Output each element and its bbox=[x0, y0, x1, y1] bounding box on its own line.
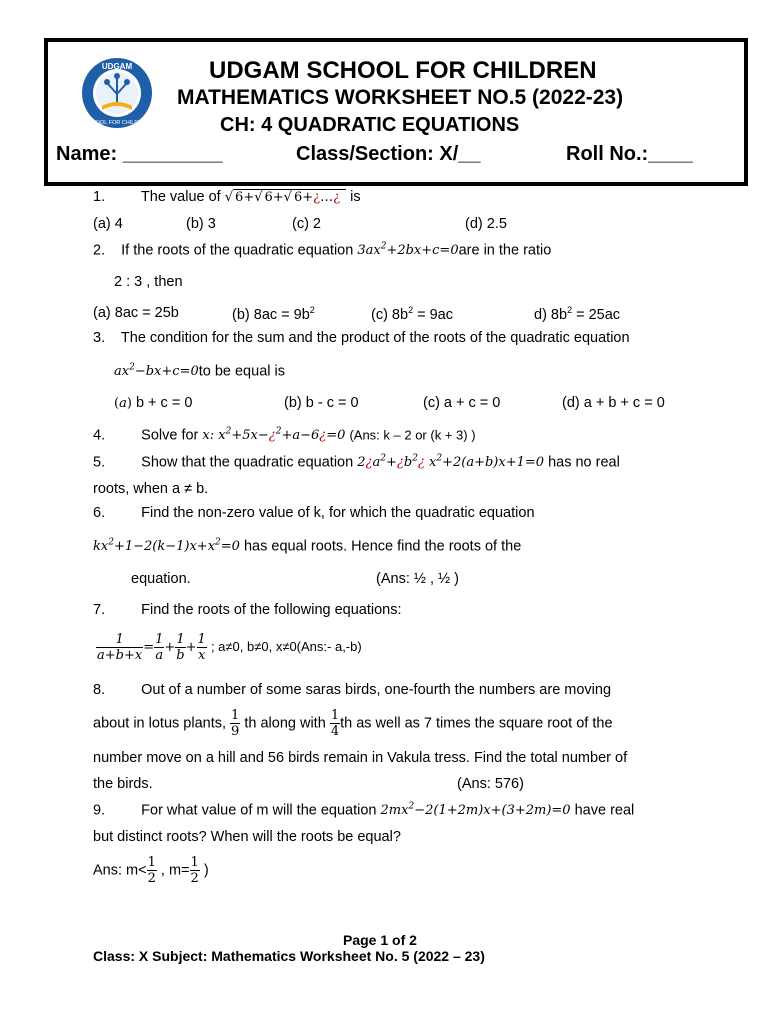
q1-number: 1. bbox=[93, 189, 106, 205]
q9-text: For what value of m will the equation bbox=[141, 802, 377, 819]
chapter-title: CH: 4 QUADRATIC EQUATIONS bbox=[220, 114, 520, 136]
q2-ratio: 2 : 3 , then bbox=[114, 274, 183, 290]
q2-option-d: d) $8b^2 = 25ac$ bbox=[534, 305, 621, 323]
q3-text: The condition for the sum and the product of the roots of the quadratic equation bbox=[120, 330, 630, 346]
q3-equation: $ax^2-bx+c=0$ bbox=[114, 363, 199, 380]
q9-equation: $2mx^2-2(1+2m)x+(3+2m)=0$ bbox=[380, 802, 571, 819]
logo-bottom-text: SCHOOL FOR CHILDREN bbox=[84, 120, 150, 126]
school-name: UDGAM SCHOOL FOR CHILDREN bbox=[209, 57, 597, 84]
q5-equation: $2¿a^2+¿b^2¿$ $x^2+2(a+b)x+1=0$ bbox=[357, 454, 545, 471]
logo-top-text: UDGAM bbox=[101, 62, 133, 71]
q4-answer: (Ans: k – 2 or (k + 3) ) bbox=[349, 427, 476, 443]
name-field: Name: _________ bbox=[56, 143, 223, 165]
q6-number: 6. bbox=[93, 505, 106, 521]
q2-option-c: (c) $8b^2 = 9ac$ bbox=[371, 305, 453, 323]
q8-line1: Out of a number of some saras birds, one-fourth the numbers are moving bbox=[141, 682, 612, 698]
q1-option-d: (d) 2.5 bbox=[465, 216, 507, 232]
q3-number: 3. bbox=[93, 330, 106, 346]
q4-text: Solve for bbox=[141, 427, 199, 444]
q8-line2: about in lotus plants, $\frac{1}{9}$ th along with $\frac{1}{4}$ th as well as 7 times the square root of the bbox=[93, 708, 613, 739]
q5-text-after: has no real bbox=[548, 454, 620, 471]
q2-text: If the roots of the quadratic equation bbox=[121, 242, 354, 259]
q9-line2: but distinct roots? When will the roots be equal? bbox=[93, 829, 401, 845]
q6-answer: (Ans: ½ , ½ ) bbox=[376, 571, 459, 587]
question-7 bbox=[93, 602, 402, 618]
roll-no-field: Roll No.:____ bbox=[566, 143, 693, 165]
q7-equation-line bbox=[96, 632, 362, 663]
q3-option-d: (d) a + b + c = 0 bbox=[562, 395, 665, 411]
q6-equation: $kx^2+1-2(k-1)x+x^2=0$ bbox=[93, 538, 240, 555]
q8-number: 8. bbox=[93, 682, 106, 698]
question-5 bbox=[93, 454, 620, 470]
question-4 bbox=[93, 427, 476, 443]
q8-answer: (Ans: 576) bbox=[457, 776, 524, 792]
question-6 bbox=[93, 505, 535, 521]
q2-option-b: (b) $8ac = 9b^2$ bbox=[232, 305, 315, 323]
q3-equation-line bbox=[114, 363, 285, 379]
q9-text-after: have real bbox=[574, 802, 635, 819]
q2-equation: $3ax^2+2bx+c=0$ bbox=[357, 242, 459, 259]
q1-expression: √ 6+√ 6+√ 6+¿…¿ bbox=[225, 189, 346, 205]
q5-text: Show that the quadratic equation bbox=[141, 454, 354, 471]
question-3 bbox=[93, 330, 630, 346]
q3-option-a: (a) b + c = 0 bbox=[114, 395, 193, 411]
q2-number: 2. bbox=[93, 242, 106, 259]
question-1 bbox=[93, 189, 361, 205]
q4-number: 4. bbox=[93, 427, 106, 444]
q7-conditions: ; a≠0, b≠0, x≠0(Ans:- a,-b) bbox=[210, 639, 362, 654]
q2-option-a: (a) 8ac = 25b bbox=[93, 305, 179, 321]
q1-option-c: (c) 2 bbox=[292, 216, 321, 232]
school-logo-icon bbox=[80, 56, 154, 130]
q3-option-b: (b) b - c = 0 bbox=[284, 395, 359, 411]
question-9 bbox=[93, 802, 634, 818]
q5-line2: roots, when a ≠ b. bbox=[93, 481, 209, 497]
worksheet-title: MATHEMATICS WORKSHEET NO.5 (2022-23) bbox=[177, 86, 624, 109]
q9-answer: Ans: m< $\frac{1}{2}$ , m= $\frac{1}{2}$ ) bbox=[93, 855, 209, 886]
q8-line3: number move on a hill and 56 birds remain in Vakula tress. Find the total number of bbox=[93, 750, 628, 766]
question-2 bbox=[93, 242, 551, 258]
q7-number: 7. bbox=[93, 602, 106, 618]
q3-option-c: (c) a + c = 0 bbox=[423, 395, 501, 411]
class-section-field: Class/Section: X/__ bbox=[296, 143, 481, 165]
q6-text: Find the non-zero value of k, for which the quadratic equation bbox=[141, 505, 535, 521]
q5-number: 5. bbox=[93, 454, 106, 471]
q6-equation-line: $kx^2+1-2(k-1)x+x^2=0$ has equal roots. Hence find the roots of the bbox=[93, 538, 522, 555]
q1-option-b: (b) 3 bbox=[186, 216, 216, 232]
q2-text-after: are in the ratio bbox=[458, 242, 552, 259]
q6-line3: equation. bbox=[131, 571, 191, 587]
q1-text-after: is bbox=[350, 189, 361, 205]
page-number: Page 1 of 2 bbox=[343, 932, 417, 948]
q4-equation: x: $x^2+5x-¿^2+a-6¿=0$ bbox=[202, 427, 346, 444]
footer-class-line: Class: X Subject: Mathematics Worksheet No. 5 (2022 – 23) bbox=[93, 948, 485, 964]
q8-line4: the birds. bbox=[93, 776, 153, 792]
q7-text: Find the roots of the following equations: bbox=[141, 602, 402, 618]
q7-equation: $\frac{1}{a+b+x}$ = $\frac{1}{a}$ + $\frac{1}{b}$ + $\frac{1}{x}$ bbox=[97, 632, 206, 663]
q9-number: 9. bbox=[93, 802, 106, 819]
q1-option-a: (a) 4 bbox=[93, 216, 123, 232]
q1-text: The value of bbox=[140, 189, 221, 205]
question-8 bbox=[93, 682, 611, 698]
q3-text-after: to be equal is bbox=[198, 363, 285, 380]
